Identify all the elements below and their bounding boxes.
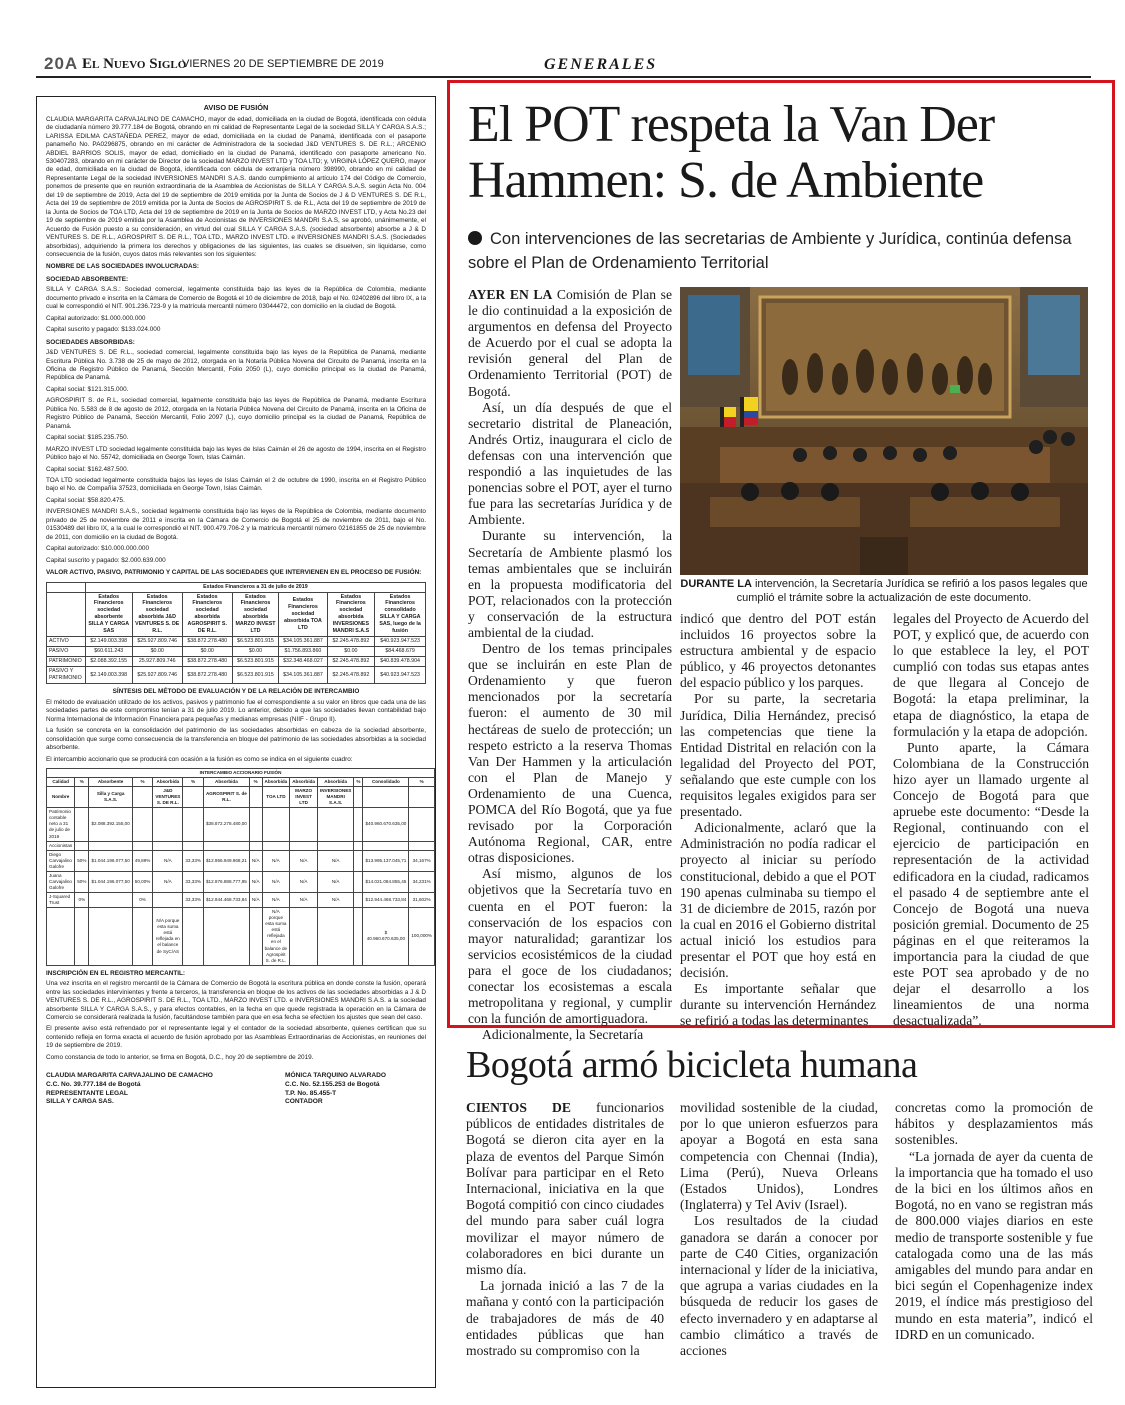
column-header: % <box>409 778 435 787</box>
column-header: Absorbida <box>290 778 318 787</box>
article-paragraph: Punto aparte, la Cámara Colombiana de la Construcción hizo ayer un llamado urgente al Concejo de Bogotá para que apruebe este documento: “Desde la Regional, continuando con el ejercicio de participación en representación de la actividad edificadora en la ciudad, radicamos el pasado 4 de septiembre ante el Concejo de Bogotá una nueva posición gremial. Documento de 25 páginas en el que reiteramos la importancia para la ciudad de que este POT sea aprobado y de no dejar el desarrollo a los lineamientos de una norma desactualizada”. <box>893 739 1089 1029</box>
table-cell <box>132 841 153 850</box>
row-label: ACTIVO <box>47 637 86 647</box>
table-cell <box>153 808 183 841</box>
table-row <box>47 592 426 637</box>
table-cell <box>249 841 262 850</box>
table-cell: $2.245.478.892 <box>327 637 375 647</box>
table-row <box>47 893 435 908</box>
legal-paragraph: Capital social: $162.487.500. <box>46 465 129 473</box>
table-caption: Estados Financieros a 31 de julio de 2019 <box>85 582 425 592</box>
article-paragraph: “La jornada de ayer da cuenta de la importancia que ha tomado el uso de la bici en los últimos años en Bogotá, no en vano se registran más de 800.000 viajes diarios en este medio de transporte sostenible y fue catalogada como una de las más amigables del mundo para andar en bici según el Copenhagenize index 2019, el índice más prestigioso del mundo en esta materia”, indicó el IDRD en un comunicado. <box>895 1148 1093 1342</box>
table-cell: $6.523.801.915 <box>232 657 279 667</box>
column-name: Silla y Carga S.A.S. <box>89 787 132 808</box>
table-cell: $38.872.278.480 <box>182 667 232 684</box>
bullet-icon <box>468 231 482 245</box>
table-cell: N/A <box>290 871 318 892</box>
masthead <box>36 54 1091 78</box>
legal-paragraph: Capital suscrito y pagado: $133.024.000 <box>46 326 161 334</box>
table-row <box>47 647 426 657</box>
lead-caps: AYER EN LA <box>468 287 553 302</box>
article-paragraph: Así mismo, algunos de los objetivos que la Secretaría tuvo en cuenta en el POT fueron: la conservación de los espacios con mayor naturalidad; garantizar los servicios ecosistémicos de la ciudad para el goce de los ciudadanos; conectar los ecosistemas a escala metropolitana y regional, y cumplir con la función de amortiguadora. <box>468 866 672 1027</box>
signature-line: C.C. No. 52.155.253 de Bogotá <box>285 1080 380 1088</box>
table-cell: 31,602% <box>409 893 435 908</box>
column-header: Absorbida <box>153 778 183 787</box>
caption-lead: DURANTE LA <box>680 578 752 590</box>
table-cell: $12.956.949.968,21 <box>203 850 249 871</box>
table-cell: $2.088.392.155 <box>85 657 132 667</box>
photo-illustration <box>680 287 1088 575</box>
article-paragraph: indicó que dentro del POT están incluidos 16 proyectos sobre la estructura ambiental y de espacio público, y 46 proyectos detonantes del espacio público y los parques. <box>680 611 876 691</box>
table-cell <box>354 850 363 871</box>
table-cell <box>354 893 363 908</box>
legal-intro: CLAUDIA MARGARITA CARVAJALINO DE CAMACHO, mayor de edad, domiciliada en la ciudad de Bogotá, identificada con cédula de ciudadanía número 39.777.184 de Bogotá, obrando en mi calidad de Representante Legal de la sociedad SILLA Y CARGA S.A.S.; LARISSA EDILMA CASTAÑEDA PEREZ, mayor de edad, domiciliada en la ciudad de Panamá, identificada con el pasaporte panameño No. PA0296875, obrando en mi carácter de Administradora de la sociedad J&D VENTURES S. DE R.L.; ARCENIO ABDIEL BARRIOS SOLIS, mayor de edad, domiciliado en la ciudad de Panamá, identificado con pasaporte americano No. 530407283, obrando en mi carácter de Director de la sociedad MARZO INVEST LTD y TOA LTD; y, VIRGINA LÓPEZ QUERO, mayor de edad, domiciliada en la ciudad de Bogotá, identificada con cédula de extranjería número 398990, obrando en mi calidad de Representante Legal de la sociedad INVERSIONES MANDRI S.A.S. dando cumplimiento al artículo 174 del Código de Comercio, ponemos de presente que en reunión extraordinaria de la Asamblea de Accionistas de SILLA Y CARGA S.A.S. según Acta No. 004 del 19 de septiembre de 2019, Acta del 19 de septiembre de 2019 emitida por la Junta de Socios de J & D VENTURES S. DE R.L, Acta del 19 de septiembre de 2019 emitida por la Junta de Socios de AGROSPIRIT S. de R.L, Acta del 19 de septiembre de 2019 de la Junta de Socios de TOA LTD, Acta del 19 de septiembre de 2019 en la Junta de Socios de MARZO INVEST LTD, y Acta No.23 del 19 de septiembre de 2019 emitida por la Asamblea de Accionistas de INVERSIONES MANDRI S.A.S, se aprobó, unánimemente, el Acuerdo de Fusión puesto a su consideración, en virtud del cual SILLA Y CARGA S.A.S. (sociedad absorbente) absorbe a J & D VENTURES S. DE R.L., AGROSPIRIT S. DE R.L., TOA LTD., MARZO INVEST LTD. e INVERSIONES MANDRI S.A.S. (Sociedades absorbidas), adquiriendo la primera los derechos y obligaciones de las siguientes, las cuales se disuelven, sin liquidarse, como consecuencia de la fusión, cuyos datos más relevantes son los siguientes: <box>46 115 426 259</box>
article-paragraph <box>468 287 672 400</box>
column-name: AGROSPIRIT S. de R.L. <box>203 787 249 808</box>
column-header: % <box>132 778 153 787</box>
table-row <box>47 850 435 871</box>
column-name <box>183 787 204 808</box>
table-cell: N/A <box>290 893 318 908</box>
table-cell <box>183 808 204 841</box>
signature-line: MÓNICA TARQUINO ALVARADO <box>285 1072 386 1080</box>
column-name <box>132 787 153 808</box>
column-name: Nombre <box>47 787 75 808</box>
column-name: J&D VENTURES S. DE R.L. <box>153 787 183 808</box>
table-cell: N/A <box>262 850 290 871</box>
article-paragraph: Los resultados de la ciudad ganadora se darán a conocer por parte de C40 Cities, organización internacional y líder de la iniciativa, que agrupa a varias ciudades en la búsqueda de reducir los gases de efecto invernadero y en adaptarse al cambio climático a través de acciones <box>680 1213 878 1359</box>
table-cell: $0.00 <box>182 647 232 657</box>
council-session-photo <box>680 287 1088 575</box>
article-paragraph: Adicionalmente, aclaró que la Administración no podía radicar el proyecto al iniciar su período constitucional, debido a que el POT 190 apenas culminaba su tiempo el 31 de diciembre de 2015, razón por la cual en 2016 el Gobierno distrital actual inició los estudios para presentar el POT que hoy está en decisión. <box>680 820 876 981</box>
column-header: Estados Financieros sociedad absorbida INVERSIONES MANDRI S.A.S <box>327 592 375 637</box>
signature-line: C.C. No. 39.777.184 de Bogotá <box>46 1080 141 1088</box>
table-cell <box>290 841 318 850</box>
table-cell <box>75 841 89 850</box>
signature-line: CLAUDIA MARGARITA CARVAJALINO DE CAMACHO <box>46 1072 213 1080</box>
signatures <box>46 1072 426 1107</box>
paragraph-text: Comisión de Plan se le dio continuidad a la exposición de argumentos en defensa del Proyecto de Acuerdo por el cual se adopta la revisión general del Plan de Ordenamiento Territorial (POT) de Bogotá. <box>468 287 672 399</box>
table-cell <box>47 582 86 592</box>
article2-column-1 <box>466 1100 664 1359</box>
signature-line: SILLA Y CARGA SAS. <box>46 1098 114 1106</box>
column-name <box>409 787 435 808</box>
table-cell: $2.245.478.892 <box>327 657 375 667</box>
table-row <box>47 871 435 892</box>
table-cell: 50% <box>75 871 89 892</box>
table-cell <box>290 908 318 966</box>
table-cell: 100,000% <box>409 908 435 966</box>
table-cell <box>363 841 409 850</box>
table-cell <box>89 908 132 966</box>
table-cell <box>153 893 183 908</box>
issue-date: VIERNES 20 DE SEPTIEMBRE DE 2019 <box>182 58 384 70</box>
financial-table-body <box>47 637 426 684</box>
column-header: Estados Financieros sociedad absorbida MARZO INVEST LTD <box>232 592 279 637</box>
table-cell: 33,33% <box>183 871 204 892</box>
newspaper-name: El Nuevo Siglo <box>82 56 187 72</box>
table-cell: $40.839.478.904 <box>375 657 426 667</box>
table-cell: J-Squared Trust <box>47 893 75 908</box>
table-cell: N/A <box>317 850 353 871</box>
legal-paragraph: El método de evaluación utilizado de los activos, pasivos y patrimonio fue el correspondiente a su valor en libros que cada una de las sociedades partes de este compromiso tenían a 31 de julio 2019. Lo anterior, debido a que las sociedades llevan contabilidad bajo Norma Internacional de Información Financiera para pequeñas y medianas empresas (NIIF - Grupo II). <box>46 698 426 723</box>
column-header: Estados Financieros sociedad absorbida AGROSPIRIT S. DE R.L. <box>182 592 232 637</box>
legal-heading: SOCIEDADES ABSORBIDAS: <box>46 338 135 346</box>
table-cell <box>354 871 363 892</box>
table-row <box>47 657 426 667</box>
table-row <box>47 667 426 684</box>
table-cell <box>262 841 290 850</box>
table-cell <box>75 908 89 966</box>
legal-paragraph: Capital social: $121.315.000. <box>46 385 129 393</box>
table-cell: 0% <box>75 893 89 908</box>
legal-title: AVISO DE FUSIÓN <box>203 103 269 112</box>
column-name <box>249 787 262 808</box>
table-cell <box>132 908 153 966</box>
article-column-1 <box>468 287 672 1043</box>
table-cell <box>249 908 262 966</box>
table-cell: $1.044.196.077,50 <box>89 871 132 892</box>
table-cell: $2.245.478.892 <box>327 667 375 684</box>
table-cell <box>317 808 353 841</box>
legal-heading: SÍNTESIS DEL MÉTODO DE EVALUACIÓN Y DE LA RELACIÓN DE INTERCAMBIO <box>112 688 360 696</box>
column-header: Absorbente <box>89 778 132 787</box>
table-cell <box>183 841 204 850</box>
legal-heading: INSCRIPCIÓN EN EL REGISTRO MERCANTIL: <box>46 969 186 977</box>
table-cell: $40.960.670.635,00 <box>363 808 409 841</box>
column-name: TOA LTD <box>262 787 290 808</box>
row-label: PASIVO <box>47 647 86 657</box>
article-paragraph: Por su parte, la secretaria Jurídica, Dilia Hernández, precisó las competencias que tiene la Entidad Distrital en relación con la legalidad del Proyecto del POT, señalando que este cumple con los requisitos legales exigidos para ser presentado. <box>680 691 876 820</box>
article-paragraph: La jornada inició a las 7 de la mañana y contó con la participación de trabajadores de más de 40 entidades públicas que han mostrado su compromiso con la <box>466 1278 664 1359</box>
table-cell: $40.923.947.523 <box>375 637 426 647</box>
column-header: Absorbida <box>317 778 353 787</box>
table-cell: Diego Carvajalino Galofre <box>47 850 75 871</box>
table-cell <box>354 808 363 841</box>
table-cell: 50% <box>75 850 89 871</box>
article-subhead <box>468 227 1098 275</box>
article-paragraph: movilidad sostenible de la ciudad, por lo que unieron esfuerzos para apoyar a Bogotá en esta sana competencia con Chennai (India), Lima (Perú), Nueva Orleans (Estados Unidos), Londres (Inglaterra) y Tel Aviv (Israel). <box>680 1100 878 1213</box>
paragraph-text: funcionarios públicos de entidades distritales de Bogotá se dieron cita ayer en la plaza de eventos del Parque Simón Bolívar para participar en el Reto Internacional, iniciativa en la que Bogotá compitió con cinco ciudades del mundo para saber cuál logra movilizar el mayor número de colaboradores en bici durante un mismo día. <box>466 1100 664 1278</box>
table-cell <box>290 808 318 841</box>
table-cell <box>203 841 249 850</box>
legal-paragraph: Capital autorizado: $1.000.000.000 <box>46 314 146 322</box>
article-paragraph: Adicionalmente, la Secretaría <box>482 1027 644 1043</box>
table-cell: $12.976.888.777,95 <box>203 871 249 892</box>
table-cell: N/A porque esta suma está reflejada en el balance de Agrospirit S. de R.L. <box>262 908 290 966</box>
table-cell: 33,33% <box>183 893 204 908</box>
table-cell: $2.149.003.398 <box>85 667 132 684</box>
table-cell <box>317 841 353 850</box>
signature-line: REPRESENTANTE LEGAL <box>46 1089 128 1097</box>
table-row <box>47 787 435 808</box>
table-cell: $38.872.278.480 <box>182 657 232 667</box>
article-paragraph: Es importante señalar que durante su intervención Hernández se refirió a todas las determinantes <box>680 981 876 1029</box>
table-cell: Juana Carvajalino Galofre <box>47 871 75 892</box>
table-cell: $34.105.361.887 <box>279 667 327 684</box>
table-cell: N/A <box>249 871 262 892</box>
table-cell: $25.927.809.746 <box>132 667 182 684</box>
legal-paragraph: El intercambio accionario que se producirá con ocasión a la fusión es como se indica en el siguiente cuadro: <box>46 755 353 763</box>
legal-paragraph: AGROSPIRIT S. de R.L, sociedad comercial, legalmente constituida bajo las leyes de República de Panamá, mediante Escritura Pública No. 5.583 de 8 de agosto de 2012, otorgada en la Notaría Pública Novena del Circuito de Panamá, inscrita en la Oficina de Registro Público de Panamá, Sección Mercantil, Folio 2097 (L), cuyo domicilio principal es la ciudad de Panamá, República de Panamá. <box>46 397 426 430</box>
table-cell: $25.927.809.746 <box>132 637 182 647</box>
table-row <box>47 808 435 841</box>
table-cell <box>354 908 363 966</box>
table-cell <box>153 841 183 850</box>
article-paragraph: Dentro de los temas principales que se incluirán en este Plan de Ordenamiento y que fueron mencionados por la secretaría fueron: el aumento de 30 mil hectáreas de suelo de protección; un respeto estricto a la reserva Thomas Van Der Hammen y la articulación con el Plan de Manejo y Ordenamiento de una Cuenca, POMCA del Río Bogotá, que ya fue revisado por la Corporación Autónoma Regional, CAR, entre otras disposiciones. <box>468 641 672 866</box>
legal-paragraph: Capital social: $185.235.750. <box>46 434 129 442</box>
article2-column-3 <box>895 1100 1093 1343</box>
article-column-3 <box>893 611 1089 1029</box>
table-cell <box>262 808 290 841</box>
table-row <box>47 778 435 787</box>
table-cell: $2.149.003.398 <box>85 637 132 647</box>
table-cell: Accionistas <box>47 841 75 850</box>
table-cell: $12.944.468.733,84 <box>203 893 249 908</box>
table-cell <box>89 841 132 850</box>
table-cell: N/A <box>262 871 290 892</box>
table-row <box>47 768 435 777</box>
legal-paragraph: Como constancia de todo lo anterior, se firma en Bogotá, D.C., hoy 20 de septiembre de 2019. <box>46 1053 314 1061</box>
table-cell <box>47 592 86 637</box>
row-label: PATRIMONIO <box>47 657 86 667</box>
table-row <box>47 637 426 647</box>
article-paragraph: concretas como la promoción de hábitos y desplazamientos más sostenibles. <box>895 1100 1093 1148</box>
column-header: Estados Financieros sociedad absorbida TOA LTD <box>279 592 327 637</box>
table-cell: N/A <box>262 893 290 908</box>
table-cell: $84.468.679 <box>375 647 426 657</box>
article-headline: El POT respeta la Van Der Hammen: S. de Ambiente <box>468 96 995 209</box>
row-label: PASIVO Y PATRIMONIO <box>47 667 86 684</box>
article2-column-2 <box>680 1100 878 1359</box>
table-cell: $14.021.084.855,45 <box>363 871 409 892</box>
exchange-table-body <box>47 808 435 965</box>
table-cell: Patrimonio contable neto a 31 de julio de 2019 <box>47 808 75 841</box>
section-name: GENERALES <box>544 56 658 73</box>
table-cell: $0.00 <box>232 647 279 657</box>
column-header: Estados Financieros sociedad absorbida J&D VENTURES S. DE R.L. <box>132 592 182 637</box>
column-name: MARZO INVEST LTD <box>290 787 318 808</box>
table-cell <box>317 908 353 966</box>
table-cell: $12.944.468.733,84 <box>363 893 409 908</box>
table-row <box>47 908 435 966</box>
subhead-text: Con intervenciones de las secretarias de Ambiente y Jurídica, continúa defensa sobre el Plan de Ordenamiento Territorial <box>468 230 1072 272</box>
table-cell: $1.756.893.860 <box>279 647 327 657</box>
column-header: % <box>249 778 262 787</box>
article2-headline: Bogotá armó bicicleta humana <box>466 1044 918 1086</box>
table-cell: $2.088.392.155,00 <box>89 808 132 841</box>
table-cell: $ 40.960.670.635,00 <box>363 908 409 966</box>
table-cell: 50,00% <box>132 871 153 892</box>
table-cell <box>409 808 435 841</box>
page-number: 20A <box>44 54 79 73</box>
column-name <box>363 787 409 808</box>
table-cell <box>183 908 204 966</box>
legal-paragraph: TOA LTD sociedad legalmente constituida bajos las leyes de Islas Caimán el 2 de octubre de 1990, inscrita en el Registro Público bajo el No. de Compañía 37523, domiciliada en George Town, Islas Caimán. <box>46 476 426 493</box>
financial-table <box>46 582 426 685</box>
table-cell: $40.923.947.523 <box>375 667 426 684</box>
table-cell: $34.105.361.887 <box>279 637 327 647</box>
table-cell <box>89 893 132 908</box>
table-cell: 34,231% <box>409 871 435 892</box>
legal-paragraph: Capital autorizado: $10.000.000.000 <box>46 545 150 553</box>
signature-line: CONTADOR <box>285 1098 323 1106</box>
legal-paragraph: El presente aviso está refrendado por el representante legal y el contador de la sociedad absorbente, quienes certifican que su contenido refleja en forma exacta el acuerdo de fusión aprobado por las Asambleas Extraordinarias de Accionistas, en reuniones del 19 de septiembre de 2019. <box>46 1025 426 1050</box>
signature-right <box>285 1072 386 1107</box>
legal-heading: NOMBRE DE LAS SOCIEDADES INVOLUCRADAS: <box>46 263 200 271</box>
photo-caption <box>680 577 1088 605</box>
table-cell <box>249 808 262 841</box>
table-cell: 33,33% <box>183 850 204 871</box>
table-cell: $38.872.278.480 <box>182 637 232 647</box>
table-cell <box>203 908 249 966</box>
article-paragraph: legales del Proyecto de Acuerdo del POT, y explicó que, de acuerdo con lo que establece la ley, el POT cumplió con todas sus etapas antes de que llegara al Concejo de Bogotá: la etapa preliminar, la etapa de diagnóstico, la etapa de formulación y la etapa de adopción. <box>893 611 1089 739</box>
signature-line: T.P. No. 85.455-T <box>285 1089 337 1097</box>
column-header: Consolidado <box>363 778 409 787</box>
legal-heading: VALOR ACTIVO, PASIVO, PATRIMONIO Y CAPITAL DE LAS SOCIEDADES QUE INTERVIENEN EN EL PROCESO DE FUSIÓN: <box>46 569 422 577</box>
table-cell: 0% <box>132 893 153 908</box>
table-cell: $1.044.196.077,50 <box>89 850 132 871</box>
table-cell <box>75 808 89 841</box>
article-paragraph: Así, un día después de que el secretario distrital de Planeación, Andrés Ortiz, inaugurara el ciclo de defensas con una intervención que respondió a las inquietudes de las ponencias sobre el POT, ayer el turno fue para las secretarías Jurídica y de Ambiente. <box>468 399 672 528</box>
featured-article-frame <box>447 80 1115 1043</box>
article-paragraph <box>466 1100 664 1278</box>
table-cell <box>47 908 75 966</box>
table-cell: N/A <box>153 850 183 871</box>
column-header: Estados Financieros sociedad absorbente SILLA Y CARGA SAS <box>85 592 132 637</box>
table-cell: $0.00 <box>132 647 182 657</box>
table-cell <box>132 808 153 841</box>
table-cell: N/A <box>249 893 262 908</box>
legal-paragraph: J&D VENTURES S. DE R.L., sociedad comercial, legalmente constituida bajo las leyes de la República de Panamá, mediante Escritura Pública No. 3.738 de 25 de mayo de 2012, otorgada en la Notaría Pública Novena del Circuito de Panamá, inscrita en la Oficina de Registro Público de Panamá, Sección Mercantil, Folio 2050 (L), cuyo domicilio principal es la ciudad de Panamá, República de Panamá. <box>46 349 426 382</box>
column-header: Estados Financieros consolidado SILLA Y CARGA SAS, luego de la fusión <box>375 592 426 637</box>
table-cell: $13.995.137.045,71 <box>363 850 409 871</box>
table-cell: $6.523.801.915 <box>232 667 279 684</box>
article-column-2 <box>680 611 876 1029</box>
table-cell: 34,167% <box>409 850 435 871</box>
article-paragraph: Durante su intervención, la Secretaría de Ambiente plasmó los temas ambientales que se incluirán en la propuesta modificatoria del POT, relacionados con la protección y conservación de la estructura ambiental de la ciudad. <box>468 528 672 640</box>
table-cell: N/A <box>153 871 183 892</box>
column-header: Calidad <box>47 778 75 787</box>
table-cell: $60.611.243 <box>85 647 132 657</box>
table-row <box>47 582 426 592</box>
legal-paragraph: MARZO INVEST LTD sociedad legalmente constituida bajo las leyes de Islas Caimán el 26 de agosto de 1994, inscrita en el Registro Público bajo el No. 55742, domiciliada en George Town, Islas Caimán. <box>46 445 426 462</box>
legal-paragraph: Capital social: $58.820.475. <box>46 496 125 504</box>
signature-left <box>46 1072 213 1107</box>
lead-caps: CIENTOS DE <box>466 1100 571 1115</box>
table-row <box>47 841 435 850</box>
table-cell <box>409 841 435 850</box>
table-cell: $0.00 <box>327 647 375 657</box>
caption-text: intervención, la Secretaría Jurídica se refirió a los pasos legales que cumplió el trámite sobre la actualización de este documento. <box>736 578 1088 604</box>
legal-paragraph: INVERSIONES MANDRI S.A.S., sociedad legalmente constituida bajo las leyes de la República de Colombia, mediante documento privado de 25 de noviembre de 2011 e inscrita en la Cámara de Comercio de Bogotá el 25 de noviembre de 2011, bajo el No. 01530489 del libro IX, a la cual le correspondió el NIT. 900.479.706-2 y la matrícula mercantil número 02161855 de 25 de noviembre de 2011, con domicilio en la ciudad de Bogotá. <box>46 508 426 541</box>
legal-paragraph: Una vez inscrita en el registro mercantil de la Cámara de Comercio de Bogotá la escritura pública en donde conste la fusión, operará entre las sociedades intervinientes y frente a terceros, la transferencia en bloque de los activos de las sociedades absorbidas a J & D VENTURES S. DE R.L., AGROSPIRIT S. DE R.L., TOA LTD., MARZO INVEST LTD. e INVERSIONES MANDRI S.A.S. a la sociedad absorbente SILLA Y CARGA S.A.S., y para efectos contables, en la fecha en que quede registrada la operación en la Cámara de Comercio se considerará realizada la fusión, facultándose también para que en esa fecha se efectúen los ajustes que sean del caso. <box>46 980 426 1021</box>
column-name <box>354 787 363 808</box>
table-cell: N/A <box>317 893 353 908</box>
column-name: INVERSIONES MANDRI S.A.S. <box>317 787 353 808</box>
table-cell: 49,89% <box>132 850 153 871</box>
column-name <box>75 787 89 808</box>
legal-heading: SOCIEDAD ABSORBENTE: <box>46 275 129 283</box>
legal-paragraph: SILLA Y CARGA S.A.S.: Sociedad comercial, legalmente constituida bajo las leyes de la República de Colombia, mediante documento privado e inscrita en la Cámara de Comercio de Bogotá el 10 de diciembre de 2018, bajo el No. 02402896 del libro IX, a la cual le correspondió el NIT. 901.236.723-9 y la matrícula mercantil número 03044472, con domicilio en la ciudad de Bogotá. <box>46 286 426 311</box>
table-cell: 25.927.809.746 <box>132 657 182 667</box>
column-header: Absorbida <box>262 778 290 787</box>
table-cell: N/A <box>290 850 318 871</box>
table-cell: N/A porque esta suma está reflejada en el balance de SyC/AS <box>153 908 183 966</box>
table-cell <box>354 841 363 850</box>
table-cell: $38.872.278.480,00 <box>203 808 249 841</box>
column-header: Absorbida <box>203 778 249 787</box>
legal-notice <box>36 96 436 1388</box>
column-header: % <box>183 778 204 787</box>
column-header: % <box>75 778 89 787</box>
table-caption: INTERCAMBIO ACCIONARIO FUSIÓN <box>47 768 435 777</box>
legal-paragraph: Capital suscrito y pagado: $2.000.639.000 <box>46 556 166 564</box>
column-header: % <box>354 778 363 787</box>
masthead-rule <box>36 76 1091 78</box>
table-cell: N/A <box>249 850 262 871</box>
table-cell: N/A <box>317 871 353 892</box>
exchange-table <box>46 768 435 966</box>
legal-paragraph: La fusión se concreta en la consolidación del patrimonio de las sociedades absorbidas en cabeza de la sociedad absorbente, consolidación que surge como consecuencia de la transferencia en bloque del patrimonio de las sociedades absorbidas a la sociedad absorbente. <box>46 727 426 752</box>
table-cell: $6.523.801.915 <box>232 637 279 647</box>
table-cell: $32.348.468.027 <box>279 657 327 667</box>
